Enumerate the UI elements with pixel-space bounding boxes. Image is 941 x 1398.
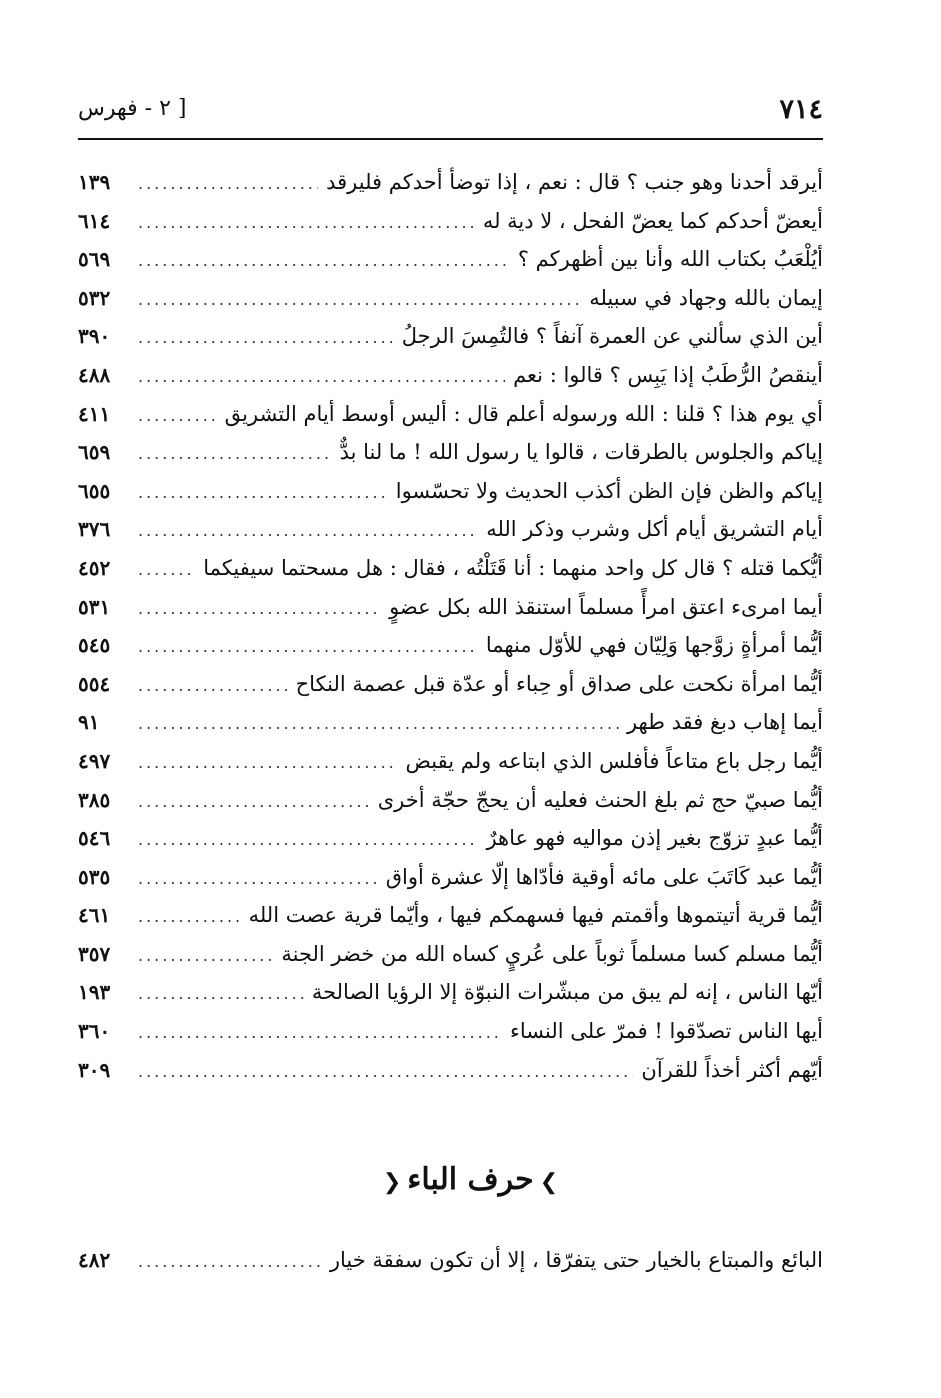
entry-page-number: ٣٦٠ [78,1019,111,1044]
dot-leader [138,792,370,811]
dot-leader [138,406,217,425]
index-entry [78,556,823,595]
index-entry [78,595,823,634]
header-rule [78,138,823,140]
index-entry [78,942,823,981]
entry-text: إيمان بالله وجهاد في سبيله [589,285,823,310]
dot-leader [138,174,318,193]
index-entry [78,1058,823,1097]
entry-text: أي يوم هذا ؟ قلنا : الله ورسوله أعلم قال : أليس أوسط أيام التشريق [224,401,823,426]
running-title: [ ٢ - فهرس [78,96,187,121]
entry-text: أيُّما أمرأةٍ زوَّجها وَلِيّان فهي للأوّل منهما [485,633,823,658]
entry-page-number: ١٩٣ [78,980,111,1005]
dot-leader [138,714,619,733]
entry-page-number: ٣٨٥ [78,787,111,812]
entry-page-number: ٥٦٩ [78,247,111,272]
entry-text: أيُّما قرية أتيتموها وأقمتم فيها فسهمكم فيها ، وأيّما قرية عصت الله [248,903,823,928]
dot-leader [138,251,510,270]
entry-text: أينقصُ الرُّطَبُ إذا يَبِس ؟ قالوا : نعم [513,362,823,387]
index-entry [78,749,823,788]
entry-page-number: ٦٥٩ [78,440,111,465]
index-entry [78,286,823,325]
entry-text: أيعضّ أحدكم كما يعضّ الفحل ، لا دية له [482,208,823,233]
entry-text: أيها الناس تصدّقوا ! فمرّ على النساء [510,1019,823,1044]
dot-leader [138,637,478,656]
entry-text: أيُّما عبدٍ تزوّج بغير إذن مواليه فهو عاهرٌ [486,826,823,851]
entry-page-number: ٣٧٦ [78,517,111,542]
entry-page-number: ٣٥٧ [78,941,111,966]
entry-text: أيّها الناس ، إنه لم يبق من مبشّرات النبوّة إلا الرؤيا الصالحة [311,980,823,1005]
entry-page-number: ٤٨٢ [78,1248,111,1272]
entry-page-number: ٣٩٠ [78,324,111,349]
entry-text: أيام التشريق أيام أكل وشرب وذكر الله [486,517,823,542]
index-entry [78,980,823,1019]
index-entry [78,209,823,248]
entry-page-number: ٦٥٥ [78,478,111,503]
index-entries [78,170,823,1096]
section-title: حرف الباء [407,1162,534,1197]
entry-text: إياكم والظن فإن الظن أكذب الحديث ولا تحسّسوا [395,478,823,503]
page-header [78,92,823,132]
entry-page-number: ٥٣٥ [78,864,111,889]
dot-leader [138,521,478,540]
entry-page-number: ٥٣٢ [78,285,111,310]
index-entry [78,826,823,865]
dot-leader [138,560,195,579]
index-entry [78,1019,823,1058]
dot-leader [138,444,332,463]
entry-text: أيما امرىء اعتق امرأً مسلماً استنقذ الله بكل عضوٍ [389,594,823,619]
dot-leader [138,483,388,502]
section-heading [0,1162,941,1197]
dot-leader [138,869,378,888]
ornament-bracket-icon: ❮ [382,1170,402,1195]
entry-text: أيُلْعَبُ بكتاب الله وأنا بين أظهركم ؟ [517,247,823,272]
index-entry [78,710,823,749]
index-entry [78,1248,823,1287]
entry-text: أيُّما رجل باع متاعاً فأفلس الذي ابتاعه ولم يقبض [405,748,823,773]
dot-leader [138,213,475,232]
entry-page-number: ٥٥٤ [78,671,111,696]
entry-page-number: ١٣٩ [78,170,111,194]
entry-page-number: ٤٩٧ [78,748,111,773]
index-entry [78,479,823,518]
entry-text: أيُّما صبيّ حج ثم بلغ الحنث فعليه أن يحجّ حجّة أخرى [377,787,823,812]
entry-page-number: ٥٣١ [78,594,111,619]
index-entry [78,247,823,286]
dot-leader [138,676,288,695]
entry-page-number: ٥٤٥ [78,633,111,658]
index-entry [78,324,823,363]
ornament-bracket-icon: ❯ [539,1170,559,1195]
entry-page-number: ٣٠٩ [78,1057,111,1082]
index-entry [78,363,823,402]
dot-leader [138,907,241,926]
entry-page-number: ٤٨٨ [78,362,111,387]
entry-text: أيما إهاب دبغ فقد طهر [626,710,823,735]
entry-page-number: ٤٦١ [78,903,111,928]
index-entry [78,672,823,711]
dot-leader [138,367,505,386]
index-entry [78,788,823,827]
index-entries-b [78,1248,823,1287]
entry-text: أيُّما عبد كَاتَبَ على مائه أوقية فأدّاها إلّا عشرة أواق [385,864,823,889]
index-entry [78,170,823,209]
page-number: ٧١٤ [779,94,823,125]
entry-page-number: ٥٤٦ [78,826,111,851]
entry-page-number: ٤١١ [78,401,111,426]
entry-text: أيّهم أكثر أخذاً للقرآن [641,1057,823,1082]
index-entry [78,903,823,942]
dot-leader [138,1023,502,1042]
entry-text: أين الذي سألني عن العمرة آنفاً ؟ فالتُمِسَ الرجلُ [401,324,823,349]
index-entry [78,633,823,672]
dot-leader [138,1252,322,1271]
entry-text: البائع والمبتاع بالخيار حتى يتفرّقا ، إلا أن تكون سفقة خيار [329,1248,823,1272]
dot-leader [138,946,273,965]
dot-leader [138,290,581,309]
dot-leader [138,984,304,1003]
entry-text: أيُّما مسلم كسا مسلماً ثوباً على عُريٍ كساه الله من خضر الجنة [281,941,823,966]
entry-page-number: ٩١ [78,710,100,735]
index-entry [78,402,823,441]
index-entry [78,517,823,556]
entry-text: أيُّما امرأة نكحت على صداق أو حِباء أو عدّة قبل عصمة النكاح [295,671,823,696]
entry-text: أيُّكما قتله ؟ قال كل واحد منهما : أنا قَتَلْتُه ، فقال : هل مسحتما سيفيكما [203,555,823,580]
entry-text: أيرقد أحدنا وهو جنب ؟ قال : نعم ، إذا توضأ أحدكم فليرقد [326,170,823,194]
entry-page-number: ٦١٤ [78,208,111,233]
index-entry [78,865,823,904]
dot-leader [138,753,398,772]
dot-leader [138,328,394,347]
entry-text: إياكم والجلوس بالطرقات ، قالوا يا رسول الله ! ما لنا بدٌّ [339,440,823,465]
entry-page-number: ٤٥٢ [78,555,111,580]
index-entry [78,440,823,479]
dot-leader [138,1062,633,1081]
dot-leader [138,830,478,849]
dot-leader [138,599,381,618]
